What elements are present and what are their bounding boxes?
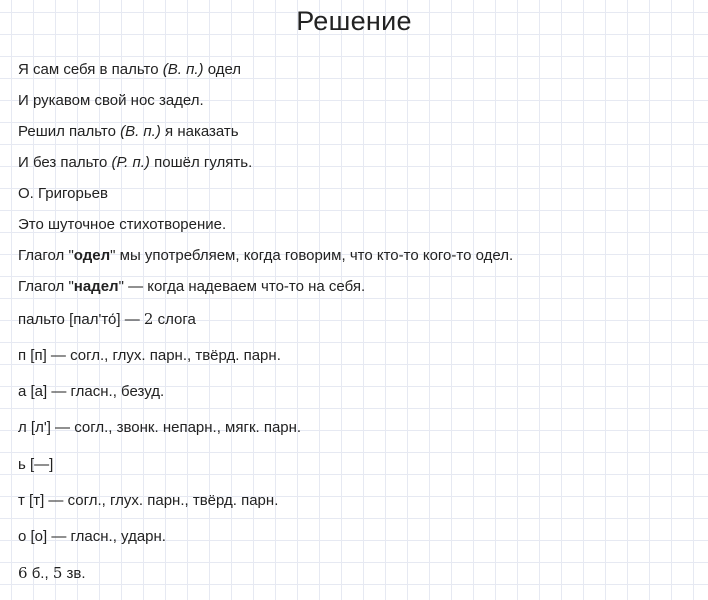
verb-word: надел: [73, 278, 119, 295]
verb-word: одел: [73, 247, 111, 264]
summary-line: [18, 563, 86, 584]
letters-label: б.,: [27, 565, 53, 582]
verb-text: Глагол ": [18, 278, 74, 295]
letter: п: [18, 347, 31, 364]
verb-text: " мы употребляем, когда говорим, что кто-то кого-то одел.: [110, 247, 514, 264]
poem-line-1: [18, 60, 241, 80]
sound: [т]: [29, 492, 45, 509]
page-title: Решение: [296, 6, 412, 36]
letter: л: [18, 419, 31, 436]
poem-text: И рукавом свой нос задел.: [18, 92, 204, 109]
sound: [п]: [30, 347, 47, 364]
sound: [—]: [29, 456, 54, 473]
letter-analysis-row: [18, 491, 278, 511]
letter-analysis-row: [18, 346, 281, 366]
sound-description: — согл., глух. парн., твёрд. парн.: [44, 492, 279, 509]
poem-author: О. Григорьев: [18, 185, 108, 202]
sound: [о]: [30, 528, 48, 545]
verb-text: " — когда надеваем что-то на себя.: [118, 278, 366, 295]
letter: о: [18, 528, 31, 545]
sound-description: — согл., звонк. непарн., мягк. парн.: [50, 419, 302, 436]
verb-explanation-1: [18, 246, 513, 266]
sounds-count: 5: [52, 564, 63, 582]
poem-line-2: [18, 91, 204, 111]
case-note: (Р. п.): [111, 154, 150, 171]
letter: ь: [18, 456, 30, 473]
poem-text: Решил пальто: [18, 123, 121, 140]
poem-line-4: [18, 153, 252, 173]
transcription-phonetic: [пал'то́]: [69, 311, 121, 328]
verb-text: Глагол ": [18, 247, 74, 264]
letters-count: 6: [18, 564, 28, 582]
verb-explanation-2: [18, 277, 365, 297]
sound-description: — гласн., ударн.: [47, 528, 166, 545]
letter-analysis-row: [18, 382, 164, 402]
letter-analysis-row: [18, 418, 301, 438]
poem-text: пошёл гулять.: [149, 154, 253, 171]
poem-text: И без пальто: [18, 154, 112, 171]
poem-line-3: [18, 122, 239, 142]
case-note: (В. п.): [162, 61, 204, 78]
letter: а: [18, 383, 31, 400]
sound-description: — согл., глух. парн., твёрд. парн.: [46, 347, 281, 364]
sound-description: — гласн., безуд.: [47, 383, 165, 400]
letter-analysis-row: [18, 527, 166, 547]
syllable-count: 2: [143, 310, 154, 328]
poem-text: я наказать: [160, 123, 239, 140]
sound: [а]: [30, 383, 48, 400]
transcription-word: пальто: [18, 311, 70, 328]
transcription-dash: —: [120, 311, 144, 328]
sounds-label: зв.: [62, 565, 86, 582]
syllable-label: слога: [153, 311, 196, 328]
comment-text: Это шуточное стихотворение.: [18, 216, 227, 233]
poem-text: одел: [203, 61, 242, 78]
transcription-line: [18, 309, 196, 330]
case-note: (В. п.): [120, 123, 161, 140]
letter: т: [18, 492, 30, 509]
poem-text: Я сам себя в пальто: [18, 61, 163, 78]
letter-analysis-row: [18, 455, 53, 475]
sound: [л']: [30, 419, 51, 436]
